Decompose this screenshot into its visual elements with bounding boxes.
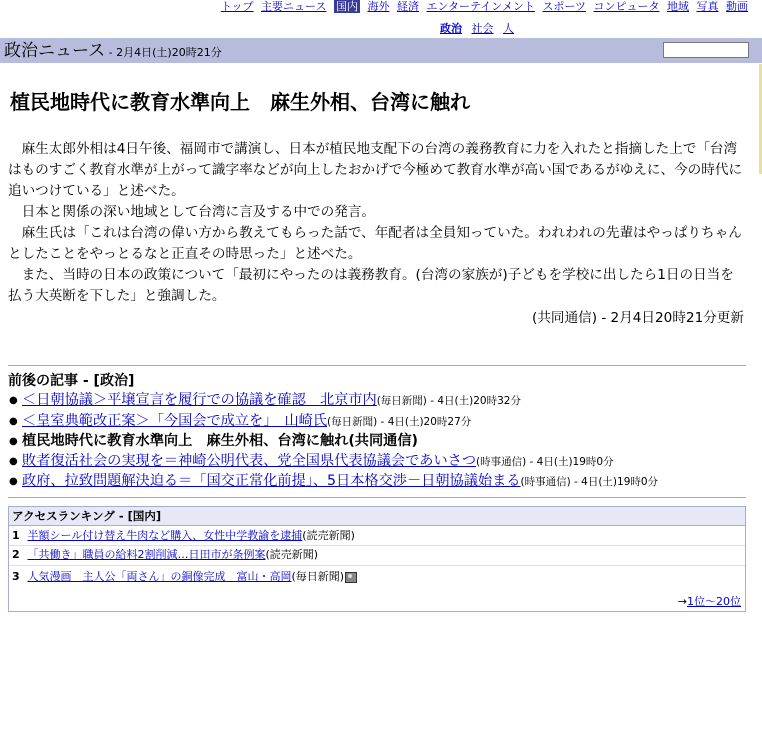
nav-photo[interactable]: 写真 [696, 0, 719, 13]
related-articles [8, 372, 748, 493]
nav-region[interactable]: 地域 [667, 0, 689, 13]
access-ranking [8, 506, 746, 612]
ranking-source: (毎日新聞) [291, 570, 345, 583]
article-credit: (共同通信) - 2月4日20時21分更新 [532, 310, 744, 326]
related-source: (時事通信) - 4日(土)19時0分 [476, 455, 614, 468]
nav-main-news[interactable]: 主要ニュース [261, 0, 327, 13]
nav-video[interactable]: 動画 [726, 0, 748, 13]
bullet-icon: ● [9, 455, 18, 467]
related-source: (時事通信) - 4日(土)19時0分 [520, 476, 659, 488]
nav-top[interactable]: トップ [220, 0, 254, 13]
section-header [0, 38, 762, 63]
related-heading: 前後の記事 - [政治] [8, 373, 135, 389]
nav-computer[interactable]: コンピュータ [593, 0, 660, 13]
sub-nav [440, 22, 520, 36]
nav-entertainment[interactable]: エンターテインメント [426, 0, 535, 13]
bullet-icon: ● [9, 476, 18, 487]
divider [8, 497, 746, 498]
section-timestamp: - 2月4日(土)20時21分 [105, 46, 222, 59]
ranking-source: (読売新聞) [302, 529, 355, 542]
subnav-society[interactable]: 社会 [471, 22, 494, 35]
nav-economy[interactable]: 経済 [396, 0, 419, 13]
section-title-text: 政治ニュース [4, 41, 106, 61]
ranking-more-link[interactable]: 1位～20位 [687, 595, 741, 608]
ranking-number: 3 [12, 570, 20, 583]
ranking-link[interactable]: 「共働き」職員の給料2割削減…日田市が条例案 [27, 548, 266, 561]
row-separator [9, 565, 745, 566]
related-link[interactable]: 敗者復活社会の実現を＝神崎公明代表、党全国県代表協議会であいさつ [22, 452, 477, 469]
nav-domestic[interactable]: 国内 [335, 0, 358, 13]
ranking-row [9, 547, 745, 563]
related-current-title: 植民地時代に教育水準向上 麻生外相、台湾に触れ(共同通信) [22, 433, 419, 449]
ranking-source: (読売新聞) [265, 548, 319, 561]
article-paragraph: また、当時の日本の政策について「最初にやったのは義務教育。(台湾の家族が)子どもを学校に出したら1日の日当を払う大英断を下した」と強調した。 [8, 267, 734, 304]
divider [8, 365, 746, 366]
list-item [8, 432, 748, 452]
article-paragraph: 麻生氏は「これは台湾の偉い方から教えてもらった話で、年配者は全員知っていた。われわれの先輩はやっぱりちゃんとしたことをやっとるなと正直その時思った」と述べた。 [8, 225, 742, 262]
top-nav [217, 0, 748, 14]
list-item [8, 412, 748, 433]
bullet-icon: ● [9, 395, 18, 406]
subnav-people[interactable]: 人 [503, 22, 514, 35]
row-separator [9, 545, 745, 546]
list-item [8, 472, 748, 493]
nav-sports[interactable]: スポーツ [542, 0, 586, 13]
ranking-number: 1 [12, 529, 20, 542]
camera-icon[interactable] [345, 572, 357, 583]
related-link[interactable]: 政府、拉致問題解決迫る＝「国交正常化前提」、5日本格交渉－日朝協議始まる [22, 473, 521, 489]
article-paragraph: 麻生太郎外相は4日午後、福岡市で講演し、日本が植民地支配下の台湾の義務教育に力を入れたと指摘した上で「台湾はものすごく教育水準が上がって識字率などが向上したおかげで今極めて教育水準が高い国であるがゆえに、今の時代に追いつけている」と述べた。 [8, 141, 743, 199]
arrow-right-icon: → [677, 595, 687, 608]
ranking-heading: アクセスランキング - [国内] [9, 507, 745, 526]
ranking-number: 2 [12, 548, 20, 561]
related-link[interactable]: ＜皇室典範改正案＞「今国会で成立を」 山崎氏 [22, 412, 328, 429]
nav-overseas[interactable]: 海外 [367, 0, 390, 13]
article-body [8, 139, 746, 307]
list-item [8, 391, 748, 412]
bullet-icon: ● [9, 415, 18, 427]
ranking-row [9, 528, 745, 544]
related-source: (毎日新聞) - 4日(土)20時27分 [327, 415, 472, 428]
related-source: (毎日新聞) - 4日(土)20時32分 [376, 395, 521, 407]
section-title [4, 41, 222, 63]
bullet-icon: ● [9, 436, 18, 447]
subnav-politics[interactable]: 政治 [440, 22, 462, 35]
ranking-row [9, 569, 745, 585]
article-paragraph: 日本と関係の深い地域として台湾に言及する中での発言。 [21, 204, 376, 220]
ranking-more [678, 593, 741, 609]
related-link[interactable]: ＜日朝協議＞平壌宣言を履行での協議を確認 北京市内 [22, 392, 377, 408]
article-headline: 植民地時代に教育水準向上 麻生外相、台湾に触れ [10, 90, 470, 114]
search-input[interactable] [663, 42, 749, 58]
related-list [8, 391, 748, 493]
list-item [8, 452, 748, 473]
ranking-link[interactable]: 半額シール付け替え牛肉など購入、女性中学教諭を逮捕 [27, 529, 303, 542]
ranking-link[interactable]: 人気漫画 主人公「両さん」の銅像完成 富山・高岡 [27, 570, 292, 583]
